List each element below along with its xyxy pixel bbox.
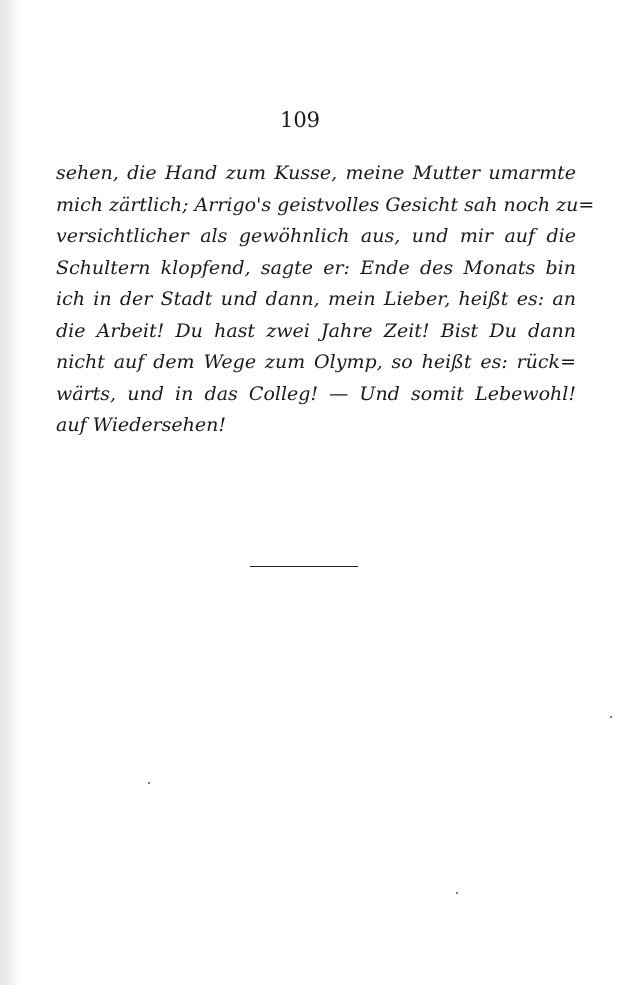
- text-line: Schultern klopfend, sagte er: Ende des Monats bin: [56, 256, 576, 279]
- scan-speck: [456, 892, 458, 894]
- scan-speck: [148, 782, 150, 784]
- text-line: sehen, die Hand zum Kusse, meine Mutter umarmte: [56, 162, 576, 184]
- text-line: ich in der Stadt und dann, mein Lieber, heißt es: an: [56, 288, 576, 310]
- page-number: 109: [279, 108, 321, 132]
- text-line: auf Wiedersehen!: [56, 414, 226, 436]
- text-line: nicht auf dem Wege zum Olymp, so heißt es: rück=: [56, 351, 576, 373]
- text-line: die Arbeit! Du hast zwei Jahre Zeit! Bist Du dann: [56, 319, 576, 342]
- section-end-rule: [250, 566, 358, 567]
- scan-speck: [610, 716, 612, 718]
- scan-gutter-shadow: [0, 0, 22, 985]
- text-line: versichtlicher als gewöhnlich aus, und mir auf die: [56, 225, 576, 247]
- text-line: mich zärtlich; Arrigo's geistvolles Gesicht sah noch zu=: [56, 193, 595, 216]
- text-line: wärts, und in das Colleg! — Und somit Lebewohl!: [56, 382, 576, 405]
- body-paragraph: [56, 158, 595, 442]
